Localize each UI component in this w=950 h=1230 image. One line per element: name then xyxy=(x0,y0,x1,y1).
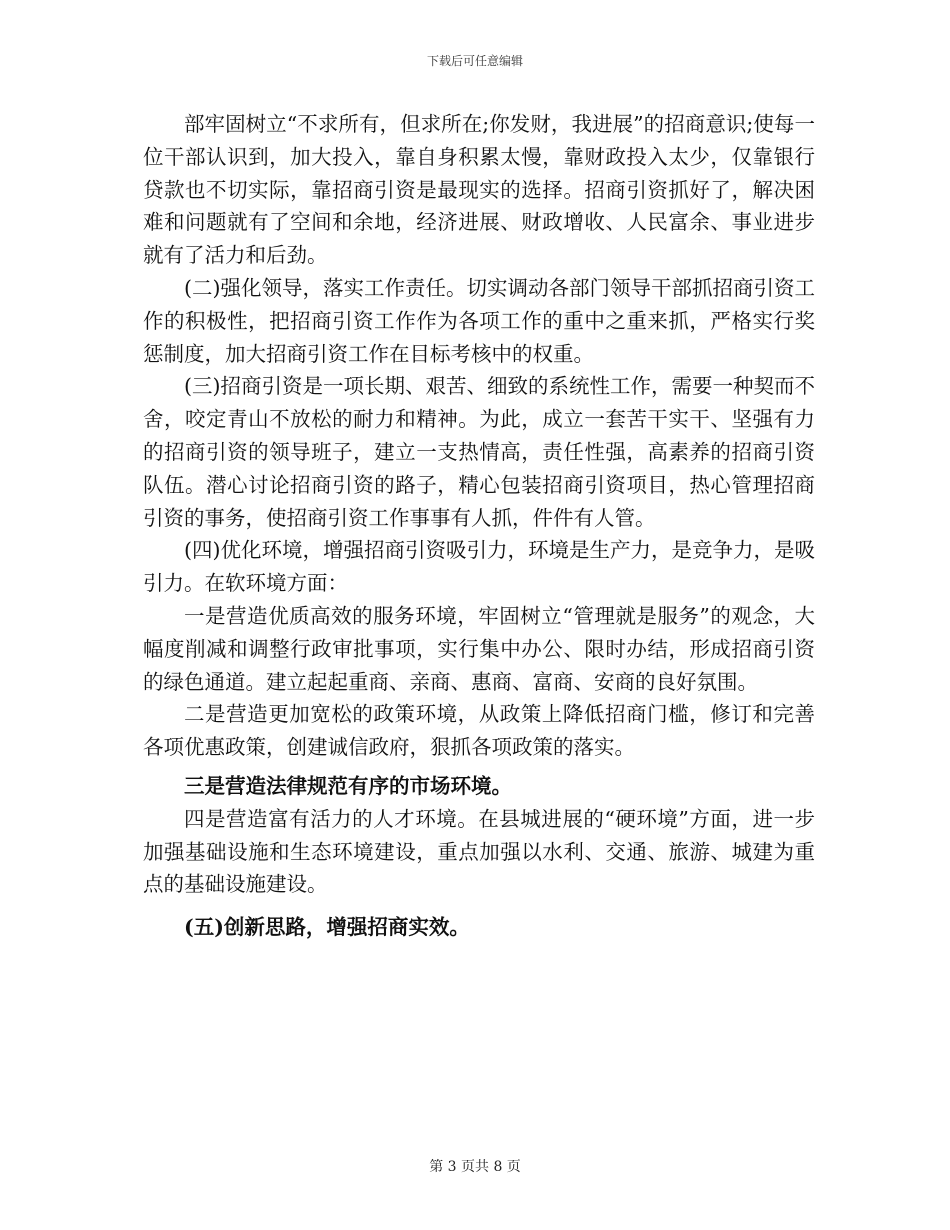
paragraph-1: 部牢固树立“不求所有，但求所在;你发财，我进展”的招商意识;使每一位干部认识到，加大投入，靠自身积累太慢，靠财政投入太少，仅靠银行贷款也不切实际，靠招商引资是最现实的选择。招商引资抓好了，解决困难和问题就有了空间和余地，经济进展、财政增收、人民富余、事业进步就有了活力和后劲。 xyxy=(143,112,815,268)
page-header: 下载后可任意编辑 xyxy=(426,54,523,68)
paragraph-2: (二)强化领导，落实工作责任。切实调动各部门领导干部抓招商引资工作的积极性，把招商引资工作作为各项工作的重中之重来抓，严格实行奖惩制度，加大招商引资工作在目标考核中的权重。 xyxy=(143,275,815,366)
paragraph-9-heading: (五)创新思路，增强招商实效。 xyxy=(184,915,470,940)
page-footer: 第 3 页共 8 页 xyxy=(429,1159,521,1175)
paragraph-3: (三)招商引资是一项长期、艰苦、细致的系统性工作，需要一种契而不舍，咬定青山不放松的耐力和精神。为此，成立一套苦干实干、坚强有力的招商引资的领导班子，建立一支热情高，责任性强，高素养的招商引资队伍。潜心讨论招商引资的路子，精心包装招商引资项目，热心管理招商引资的事务，使招商引资工作事事有人抓，件件有人管。 xyxy=(143,374,815,530)
document-body xyxy=(143,108,815,944)
paragraph-6: 二是营造更加宽松的政策环境，从政策上降低招商门槛，修订和完善各项优惠政策，创建诚信政府，狠抓各项政策的落实。 xyxy=(143,702,815,760)
paragraph-5: 一是营造优质高效的服务环境，牢固树立“管理就是服务”的观念，大幅度削减和调整行政审批事项，实行集中办公、限时办结，形成招商引资的绿色通道。建立起起重商、亲商、惠商、富商、安商的良好氛围。 xyxy=(143,603,815,694)
paragraph-4: (四)优化环境，增强招商引资吸引力，环境是生产力，是竞争力，是吸引力。在软环境方面： xyxy=(143,538,815,596)
paragraph-7-heading: 三是营造法律规范有序的市场环境。 xyxy=(184,773,512,798)
paragraph-8: 四是营造富有活力的人才环境。在县城进展的“硬环境”方面，进一步加强基础设施和生态环境建设，重点加强以水利、交通、旅游、城建为重点的基础设施建设。 xyxy=(143,806,815,897)
